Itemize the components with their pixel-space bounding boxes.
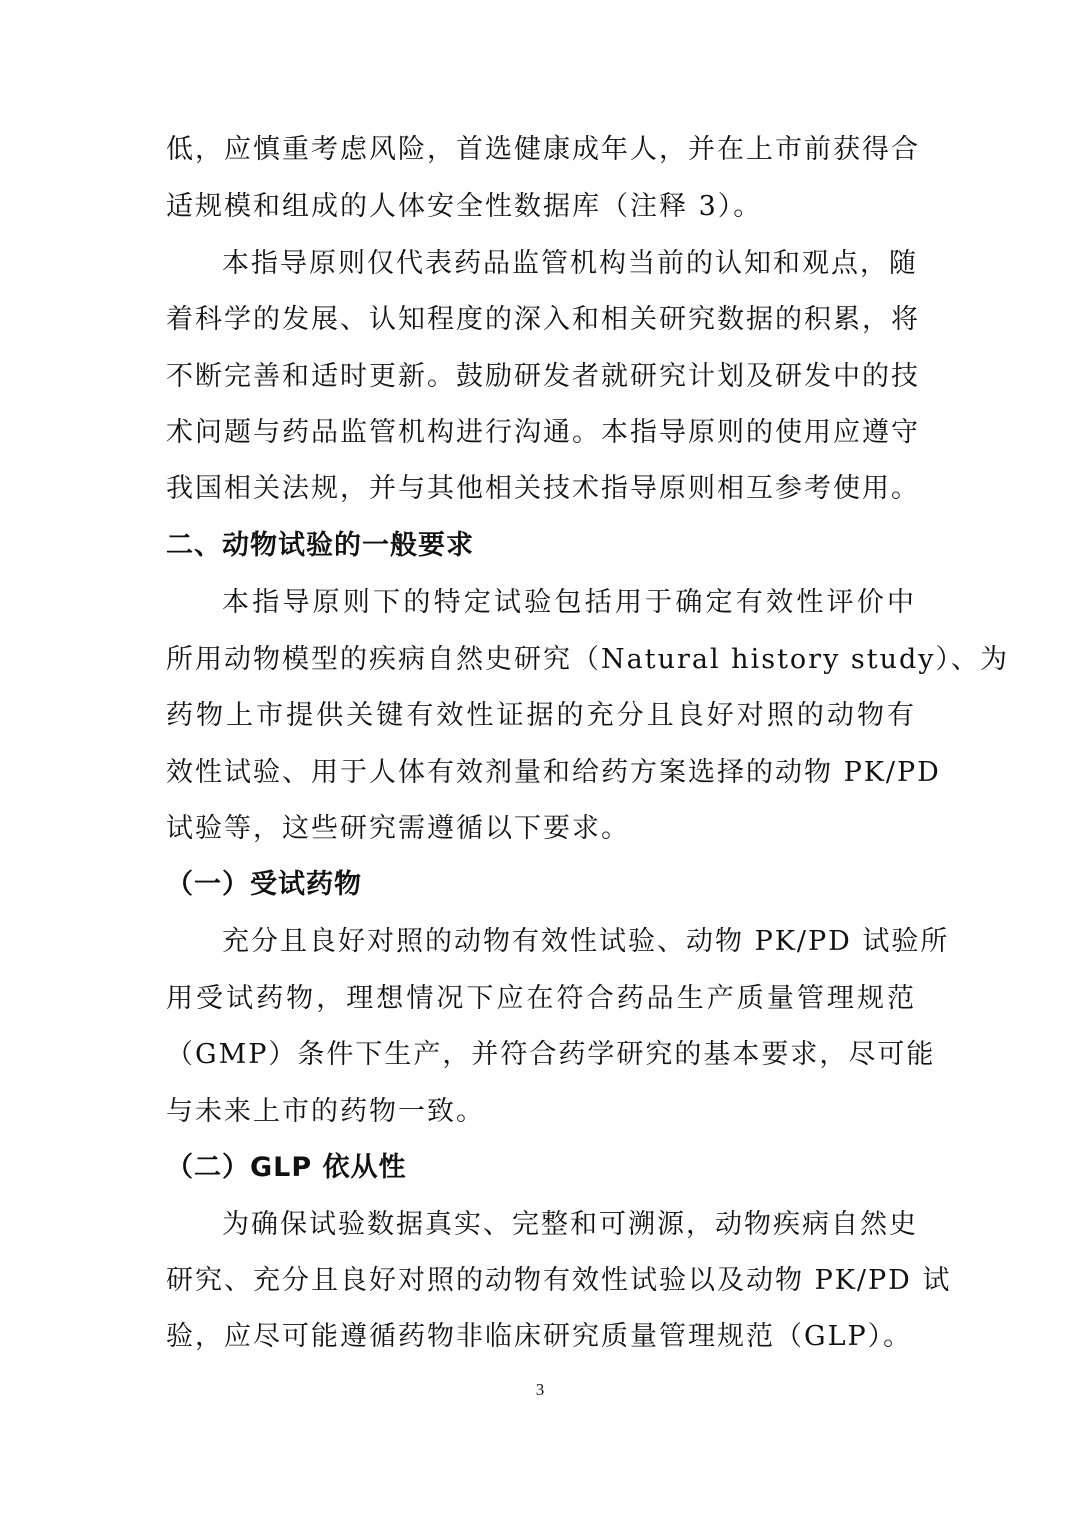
paragraph-line: 效性试验、用于人体有效剂量和给药方案选择的动物 PK/PD (166, 757, 941, 788)
paragraph-line: 验，应尽可能遵循药物非临床研究质量管理规范（GLP）。 (166, 1321, 913, 1352)
paragraph-line: 本指导原则仅代表药品监管机构当前的认知和观点，随 (222, 248, 918, 279)
paragraph-line: 研究、充分且良好对照的动物有效性试验以及动物 PK/PD 试 (166, 1265, 952, 1296)
paragraph-line: 药物上市提供关键有效性证据的充分且良好对照的动物有 (166, 700, 916, 731)
paragraph-line: 所用动物模型的疾病自然史研究（Natural history study）、为 (166, 644, 1010, 675)
paragraph-line: （GMP）条件下生产，并符合药学研究的基本要求，尽可能 (166, 1039, 936, 1070)
page-number: 3 (535, 1380, 545, 1399)
paragraph-line: 着科学的发展、认知程度的深入和相关研究数据的积累，将 (166, 304, 920, 335)
paragraph-line: 适规模和组成的人体安全性数据库（注释 3）。 (166, 191, 763, 222)
paragraph-line: 低，应慎重考虑风险，首选健康成年人，并在上市前获得合 (166, 134, 920, 165)
paragraph-line: 用受试药物，理想情况下应在符合药品生产质量管理规范 (166, 983, 916, 1014)
paragraph-line: 术问题与药品监管机构进行沟通。本指导原则的使用应遵守 (166, 417, 920, 448)
paragraph-line: 为确保试验数据真实、完整和可溯源，动物疾病自然史 (222, 1209, 918, 1240)
subsection-heading: （二）GLP 依从性 (166, 1152, 407, 1183)
subsection-heading: （一）受试药物 (166, 869, 362, 900)
paragraph-line: 充分且良好对照的动物有效性试验、动物 PK/PD 试验所 (222, 926, 950, 957)
section-heading: 二、动物试验的一般要求 (166, 530, 474, 561)
paragraph-line: 试验等，这些研究需遵循以下要求。 (166, 813, 630, 844)
paragraph-line: 与未来上市的药物一致。 (166, 1096, 485, 1127)
paragraph-line: 不断完善和适时更新。鼓励研发者就研究计划及研发中的技 (166, 361, 920, 392)
paragraph-line: 本指导原则下的特定试验包括用于确定有效性评价中 (222, 587, 916, 618)
paragraph-line: 我国相关法规，并与其他相关技术指导原则相互参考使用。 (166, 473, 920, 504)
